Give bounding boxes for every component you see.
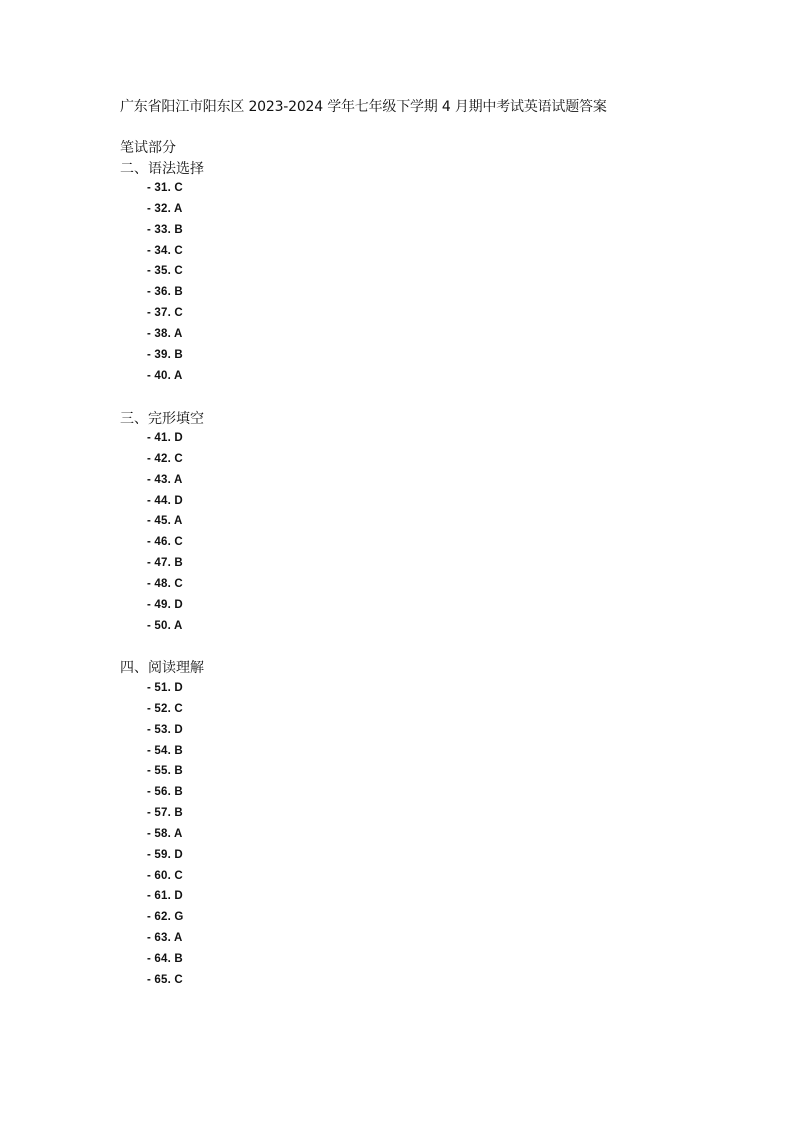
answer-item: - 44. D	[147, 494, 183, 507]
answer-item: - 37. C	[147, 307, 183, 320]
answer-item: - 53. D	[147, 723, 183, 736]
answer-item: - 52. C	[147, 702, 183, 715]
answer-item: - 33. B	[147, 223, 183, 236]
answer-item: - 32. A	[147, 202, 183, 215]
answer-item: - 59. D	[147, 848, 183, 861]
answer-item: - 54. B	[147, 744, 183, 757]
answer-item: - 57. B	[147, 807, 183, 820]
answer-item: - 38. A	[147, 327, 183, 340]
answer-item: - 41. D	[147, 432, 183, 444]
answer-item: - 39. B	[147, 348, 183, 361]
answer-item: - 64. B	[147, 952, 183, 965]
answer-item: - 35. C	[147, 265, 183, 278]
answer-item: - 51. D	[147, 682, 183, 694]
answer-list-reading	[147, 678, 184, 991]
answer-list-cloze	[147, 428, 183, 636]
answer-item: - 55. B	[147, 765, 183, 778]
answer-item: - 58. A	[147, 827, 183, 840]
answer-item: - 45. A	[147, 515, 183, 528]
section-heading-reading: 四、阅读理解	[120, 660, 204, 676]
answer-item: - 61. D	[147, 890, 183, 903]
section-heading-grammar: 二、语法选择	[120, 161, 204, 177]
answer-item: - 65. C	[147, 973, 183, 986]
answer-item: - 36. B	[147, 286, 183, 299]
document-title: 广东省阳江市阳东区 2023-2024 学年七年级下学期 4 月期中考试英语试题答案	[120, 99, 607, 115]
answer-item: - 46. C	[147, 536, 183, 549]
answer-item: - 31. C	[147, 182, 183, 194]
answer-item: - 47. B	[147, 557, 183, 570]
answer-list-grammar	[147, 178, 183, 386]
answer-item: - 43. A	[147, 473, 183, 486]
answer-item: - 62. G	[147, 911, 184, 924]
section-heading-cloze: 三、完形填空	[120, 411, 204, 427]
answer-item: - 42. C	[147, 452, 183, 465]
answer-item: - 34. C	[147, 244, 183, 257]
section-group-title: 笔试部分	[120, 140, 176, 156]
answer-item: - 50. A	[147, 619, 183, 632]
answer-item: - 40. A	[147, 369, 183, 382]
answer-item: - 48. C	[147, 577, 183, 590]
answer-item: - 49. D	[147, 598, 183, 611]
answer-item: - 63. A	[147, 932, 183, 945]
answer-item: - 60. C	[147, 869, 183, 882]
answer-item: - 56. B	[147, 786, 183, 799]
